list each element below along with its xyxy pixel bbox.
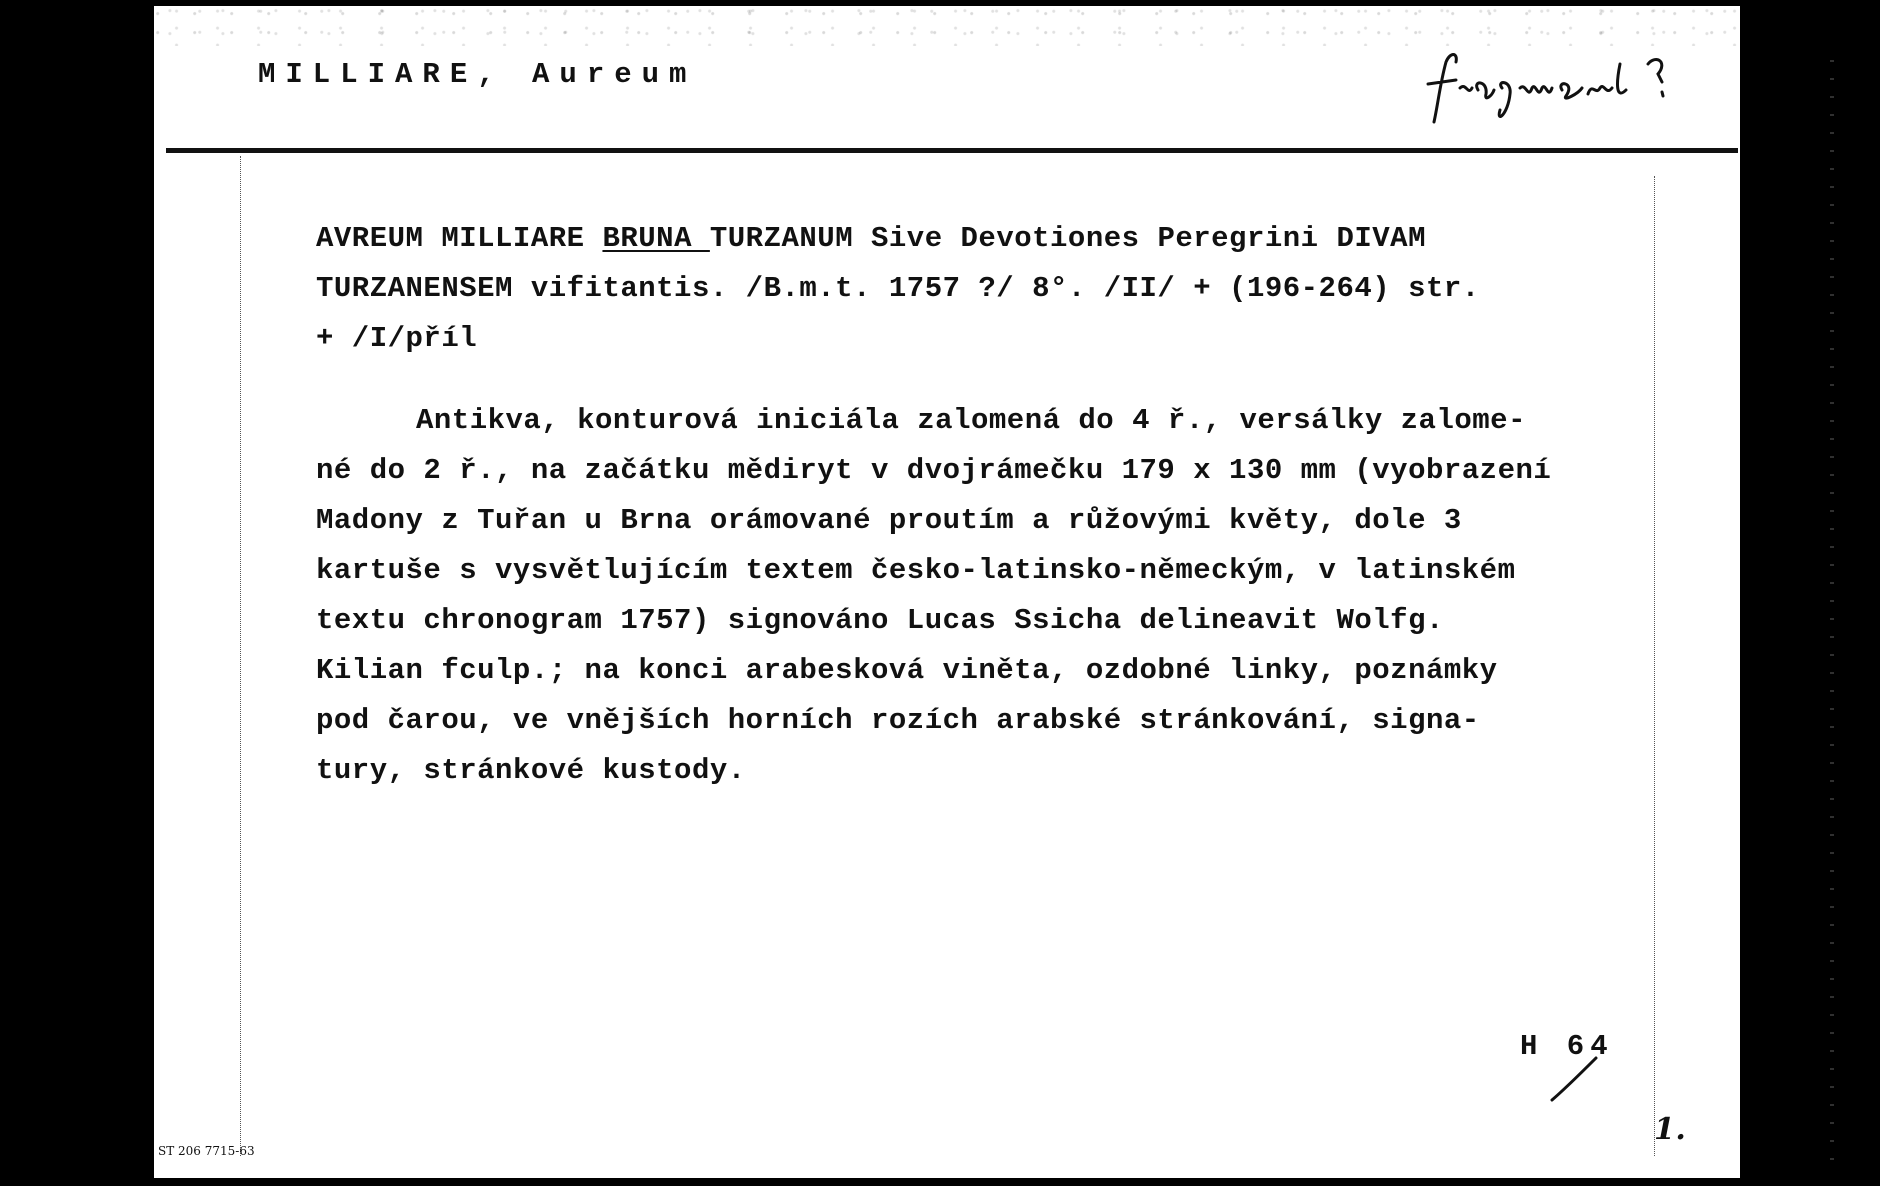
description-line: tury, stránkové kustody. [316, 754, 746, 787]
title-text: AVREUM MILLIARE [316, 222, 603, 255]
handwritten-check-icon [1546, 1054, 1606, 1104]
title-line: TURZANENSEM vifitantis. /B.m.t. 1757 ?/ 8°. /II/ + (196-264) str. [316, 272, 1480, 305]
title-line: + /I/příl [316, 322, 478, 355]
shelfmark: H 64 [1520, 1030, 1614, 1063]
header-rule [166, 148, 1738, 153]
description-line: pod čarou, ve vnějších horních rozích arabské stránkování, signa- [316, 704, 1480, 737]
handwritten-annotation [1416, 44, 1716, 134]
card-heading: MILLIARE, Aureum [258, 58, 697, 91]
left-margin-line [240, 156, 241, 1156]
catalog-card [154, 6, 1740, 1178]
description-line: Antikva, konturová iniciála zalomená do 4 ř., versálky zalome- [416, 404, 1526, 437]
title-text: TURZANUM Sive Devotiones Peregrini DIVAM [709, 222, 1426, 255]
scan-edge-marks [1830, 60, 1834, 1160]
underlined-word: BRUNA [602, 222, 710, 255]
description-line: Madony z Tuřan u Brna orámované proutím a růžovými květy, dole 3 [316, 504, 1462, 537]
description-line: kartuše s vysvětlujícím textem česko-latinsko-německým, v latinském [316, 554, 1516, 587]
title-block [316, 214, 1716, 364]
description-line: Kilian fculp.; na konci arabesková viněta, ozdobné linky, poznámky [316, 654, 1498, 687]
description-line: né do 2 ř., na začátku mědiryt v dvojrámečku 179 x 130 mm (vyobrazení [316, 454, 1552, 487]
card-number: 1. [1654, 1112, 1687, 1147]
handwritten-fragment-icon [1416, 44, 1716, 134]
card-number-container [1654, 1112, 1704, 1152]
footer-print: ST 206 7715-63 [158, 1144, 255, 1158]
scan-noise [154, 6, 1740, 46]
description-line: textu chronogram 1757) signováno Lucas Ssicha delineavit Wolfg. [316, 604, 1444, 637]
description-block [316, 396, 1716, 796]
title-line [316, 214, 1716, 264]
